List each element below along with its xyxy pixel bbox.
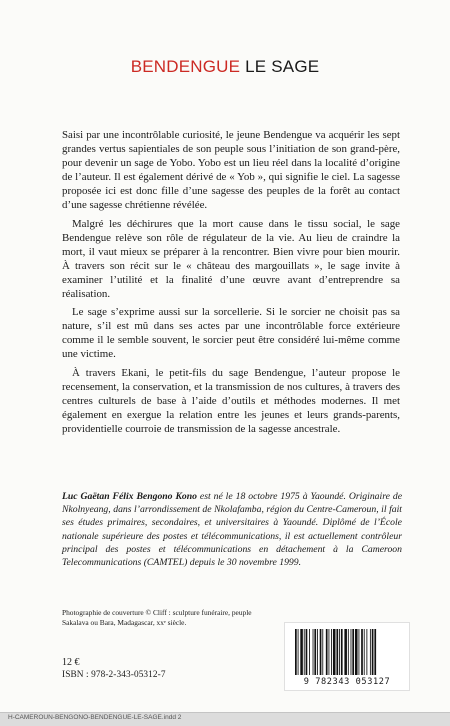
author-name: Luc Gaëtan Félix Bengono Kono <box>62 491 197 502</box>
print-footer <box>0 712 450 726</box>
isbn: ISBN : 978-2-343-05312-7 <box>62 670 166 680</box>
barcode <box>284 622 410 691</box>
book-title <box>0 57 450 77</box>
title-black-part: LE SAGE <box>240 57 320 76</box>
author-bio-text: est né le 18 octobre 1975 à Yaoundé. Originaire de Nkolnyeang, dans l’arrondissement de Nkolafamba, région du Centre-Cameroun, il fait ses études primaires, secondaires, et universitaires à Yaoundé. Diplômé de l’École nationale supérieure des postes et télécommunications, il est actuellement contrôleur principal des postes et télécommunications en détachement à la Cameroon Telecommunications (CAMTEL) depuis le 30 novembre 1999. <box>62 491 402 569</box>
barcode-bars-icon <box>293 629 401 677</box>
blurb-paragraph-4: À travers Ekani, le petit-fils du sage Bendengue, l’auteur propose le recensement, la conservation, et la transmission de nos cultures, à travers des centres culturels de base à l’aide d’outils et méthodes modernes. Il met également en exergue la relation entre les jeunes et leurs grands-parents, providentielle courroie de transmission de la sagesse ancestrale. <box>62 366 400 435</box>
blurb-paragraph-3: Le sage s’exprime aussi sur la sorcellerie. Si le sorcier ne choisit pas sa nature, s’il est mû dans ses actes par une incontrôlable force extérieure comme il le semble souvent, le sorcier peut être considéré lui-même comme une victime. <box>62 306 400 361</box>
barcode-number: 9 782343 053127 <box>303 677 391 687</box>
blurb <box>62 128 400 440</box>
blurb-paragraph-1: Saisi par une incontrôlable curiosité, le jeune Bendengue va acquérir les sept grandes vertus sapientiales de son peuple sous l’initiation de son grand-père, pour devenir un sage de Yobo. Yobo est un lieu réel dans la localité d’origine de l’auteur. Il est également dérivé de « Yob », qui signifie le ciel. La sagesse proposée ici est donc fille d’une sagesse des peuples de la forêt au contact d’une sagesse chrétienne révélée. <box>62 129 400 212</box>
blurb-paragraph-2: Malgré les déchirures que la mort cause dans le tissu social, le sage Bendengue relève son rôle de régulateur de la vie. Au lieu de craindre la mort, il vaut mieux se préparer à la rencontrer. Bien vivre pour bien mourir. À travers son récit sur le « château des margouillats », le sage invite à examiner l’utilité et la finalité d’une œuvre avant d’entreprendre sa réalisation. <box>62 217 400 301</box>
price: 12 € <box>62 657 80 668</box>
photo-credit: Photographie de couverture © Cliff : sculpture funéraire, peuple Sakalava ou Bara, Madagascar, xxᵉ siècle. <box>62 608 252 627</box>
title-red-part: BENDENGUE <box>130 57 241 76</box>
print-footer-text: H-CAMEROUN-BENGONO-BENDENGUE-LE-SAGE.indd 2 <box>8 714 182 721</box>
author-bio <box>62 490 402 569</box>
